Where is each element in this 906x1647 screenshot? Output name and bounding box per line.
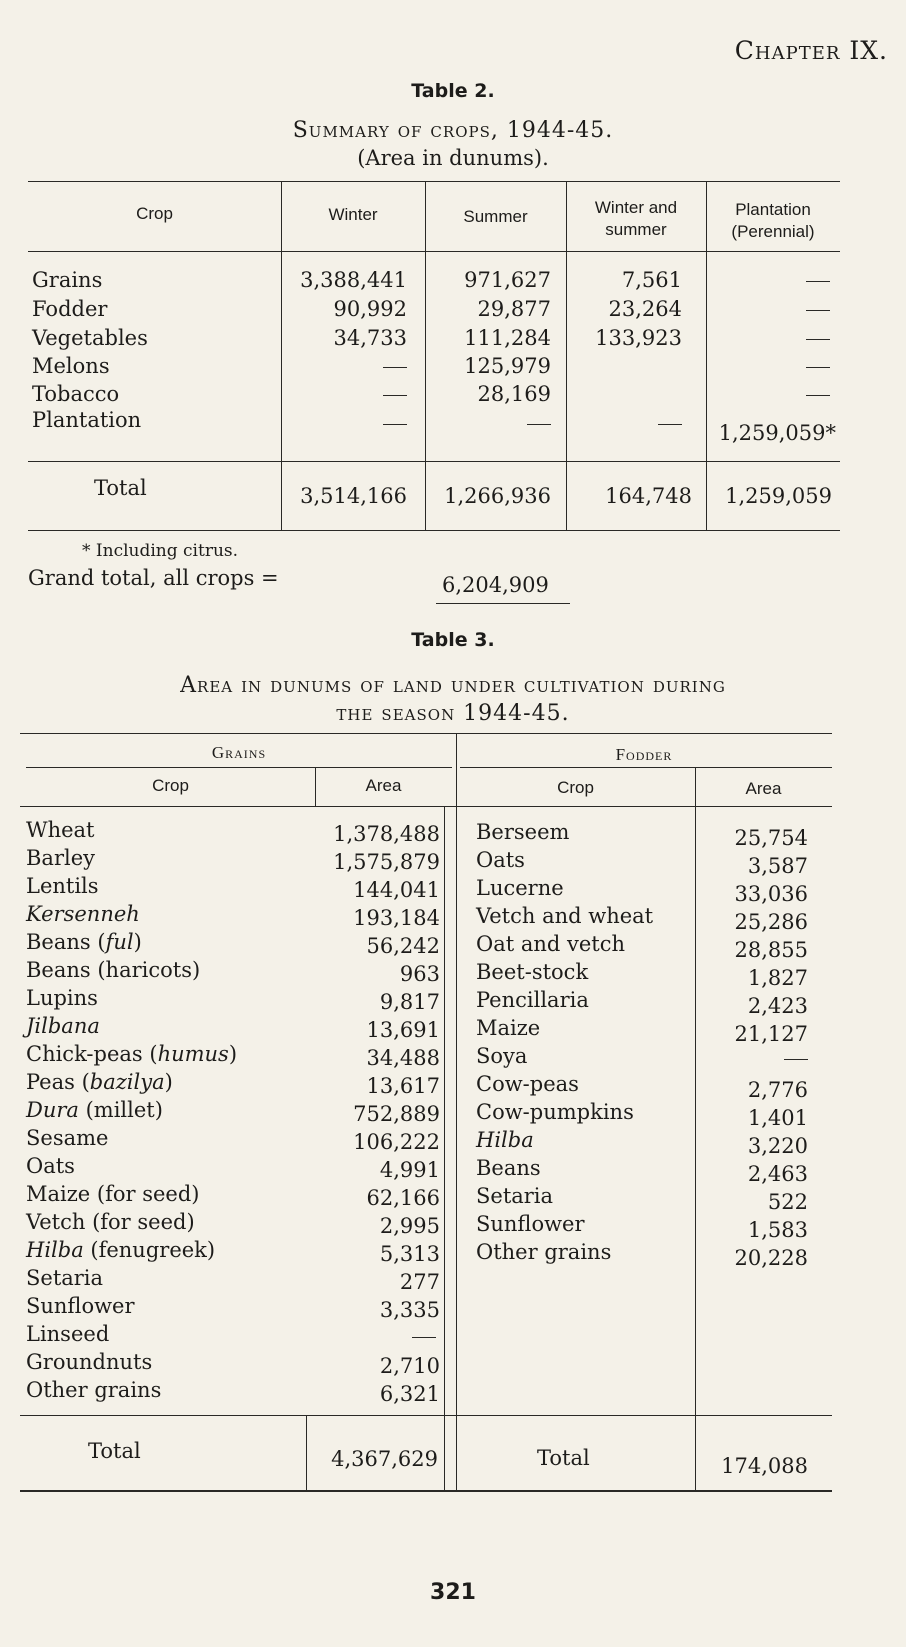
table2-cell: 29,877 <box>477 297 551 321</box>
table2-row-melons: Melons <box>32 354 110 378</box>
grains-crop: Beans (haricots) <box>26 958 201 982</box>
table2-subtitle: Summary of crops, 1944-45. <box>292 118 614 143</box>
fodder-crop: Beans <box>476 1156 541 1180</box>
fodder-crop: Other grains <box>476 1240 612 1264</box>
grains-area: 34,488 <box>366 1046 440 1070</box>
table2-total: 1,259,059 <box>725 484 832 508</box>
grains-crop: Oats <box>26 1154 75 1178</box>
table2-total: 1,266,936 <box>444 484 551 508</box>
table2-cell: 1,259,059* <box>718 421 836 445</box>
fodder-crop: Setaria <box>476 1184 554 1208</box>
table2-row-grains: Grains <box>32 268 103 292</box>
crop-part-italic: ful <box>105 930 134 954</box>
table3-subtitle-2: the season 1944-45. <box>336 701 570 726</box>
grains-area: 62,166 <box>366 1186 440 1210</box>
table2-cell: 125,979 <box>464 354 551 378</box>
grains-crop: Other grains <box>26 1378 162 1402</box>
grains-area: 6,321 <box>379 1382 440 1406</box>
fodder-area: 1,827 <box>747 966 808 990</box>
dash-mark <box>383 395 407 396</box>
fodder-area: 2,776 <box>747 1078 808 1102</box>
crop-part: ) <box>228 1042 238 1066</box>
grains-area: 1,575,879 <box>333 850 440 874</box>
table2-header-crop: Crop <box>136 204 173 223</box>
grains-crop: Wheat <box>26 818 95 842</box>
table2-cell: 3,388,441 <box>300 268 407 292</box>
table2-cell <box>806 295 830 324</box>
header-line: Winter and <box>594 198 678 217</box>
table2-header-winter: Winter <box>328 205 378 224</box>
table3-fodder-crop-header: Crop <box>557 778 594 797</box>
chapter-heading: Chapter IX. <box>734 36 888 65</box>
fodder-crop: Beet-stock <box>476 960 589 984</box>
grand-total-underline <box>436 603 570 604</box>
grains-area: 752,889 <box>353 1102 440 1126</box>
grains-crop: Setaria <box>26 1266 104 1290</box>
table3-fodder-header: Fodder <box>615 745 673 764</box>
italic-crop: Kersenneh <box>26 902 140 926</box>
table2-unit: (Area in dunums). <box>357 146 549 170</box>
grand-total-label: Grand total, all crops = <box>28 566 279 590</box>
dash-mark <box>383 424 407 425</box>
table2-cell <box>806 380 830 409</box>
table2-total-label: Total <box>94 476 147 500</box>
grains-area: 13,617 <box>366 1074 440 1098</box>
grains-area: 1,378,488 <box>333 822 440 846</box>
header-line: (Perennial) <box>731 222 815 241</box>
grains-area: 144,041 <box>353 878 440 902</box>
table2-cell <box>658 409 682 438</box>
grains-crop <box>26 1068 173 1097</box>
table2-title: Table 2. <box>411 80 495 102</box>
grains-crop <box>26 1040 237 1069</box>
table2-cell <box>806 352 830 381</box>
fodder-area: 3,587 <box>747 854 808 878</box>
grains-crop: Sunflower <box>26 1294 135 1318</box>
fodder-area: 1,401 <box>747 1106 808 1130</box>
grains-crop <box>26 928 142 957</box>
table2-cell <box>383 409 407 438</box>
italic-crop: Hilba <box>476 1128 534 1152</box>
table2-cell <box>806 324 830 353</box>
grains-crop: Vetch (for seed) <box>26 1210 195 1234</box>
grains-area: 2,995 <box>379 1214 440 1238</box>
grains-crop: Lupins <box>26 986 98 1010</box>
dash-mark <box>806 339 830 340</box>
table2-col-divider <box>281 181 282 530</box>
fodder-crop: Oat and vetch <box>476 932 626 956</box>
grains-area: 3,335 <box>379 1298 440 1322</box>
table3-section-divider <box>456 733 457 1490</box>
grains-crop: Groundnuts <box>26 1350 153 1374</box>
fodder-crop: Oats <box>476 848 525 872</box>
crop-part: Chick-peas ( <box>26 1042 158 1066</box>
grains-crop: Sesame <box>26 1126 109 1150</box>
table2-cell: 7,561 <box>621 268 682 292</box>
dash-mark <box>658 424 682 425</box>
fodder-area: 2,463 <box>747 1162 808 1186</box>
crop-part: ) <box>133 930 142 954</box>
fodder-crop: Cow-pumpkins <box>476 1100 634 1124</box>
grains-crop <box>26 1096 163 1125</box>
table2-header-rule <box>28 251 840 252</box>
grains-crop: Maize (for seed) <box>26 1182 200 1206</box>
fodder-area: 25,754 <box>734 826 808 850</box>
fodder-crop: Cow-peas <box>476 1072 579 1096</box>
dash-mark <box>806 367 830 368</box>
grains-area: 193,184 <box>353 906 440 930</box>
fodder-area: 28,855 <box>734 938 808 962</box>
table2-header-plantation <box>706 199 840 243</box>
grains-area: 9,817 <box>379 990 440 1014</box>
crop-part: ) <box>164 1070 173 1094</box>
crop-part-italic: Hilba <box>26 1238 84 1262</box>
table2-cell: 28,169 <box>477 382 551 406</box>
grains-total-label: Total <box>88 1439 141 1463</box>
table2-total: 3,514,166 <box>300 484 407 508</box>
fodder-area: 2,423 <box>747 994 808 1018</box>
crop-part: (fenugreek) <box>83 1238 216 1262</box>
dash-mark <box>806 395 830 396</box>
crop-part-italic: bazilya <box>89 1070 165 1094</box>
crop-part: (millet) <box>78 1098 163 1122</box>
grains-crop <box>26 900 140 929</box>
fodder-area: 522 <box>767 1190 808 1214</box>
fodder-crop: Lucerne <box>476 876 564 900</box>
grains-area: 277 <box>399 1270 440 1294</box>
fodder-total-label: Total <box>537 1446 590 1470</box>
dash-mark <box>412 1337 436 1338</box>
table3-grains-crop-header: Crop <box>152 776 189 795</box>
grains-area: 13,691 <box>366 1018 440 1042</box>
dash-mark <box>383 367 407 368</box>
fodder-crop <box>476 1126 534 1155</box>
fodder-crop: Maize <box>476 1016 541 1040</box>
page-number: 321 <box>430 1580 476 1605</box>
fodder-area: 33,036 <box>734 882 808 906</box>
fodder-area: 21,127 <box>734 1022 808 1046</box>
table3-total-rule <box>20 1415 832 1416</box>
fodder-area: 3,220 <box>747 1134 808 1158</box>
table3-subtitle-1: Area in dunums of land under cultivation during <box>180 673 726 698</box>
table2-footnote: * Including citrus. <box>82 541 239 561</box>
table2-cell <box>806 266 830 295</box>
table2-row-plantation: Plantation <box>32 408 142 432</box>
fodder-crop: Sunflower <box>476 1212 585 1236</box>
fodder-crop: Vetch and wheat <box>476 904 654 928</box>
grains-area: 106,222 <box>353 1130 440 1154</box>
table3-grains-area-header: Area <box>365 776 402 795</box>
table2-row-vegetables: Vegetables <box>32 326 148 350</box>
header-line: summer <box>605 220 667 239</box>
dash-mark <box>806 281 830 282</box>
crop-part: Peas ( <box>26 1070 90 1094</box>
table3-col-divider <box>444 806 445 1490</box>
grains-total: 4,367,629 <box>331 1447 438 1471</box>
table2-row-tobacco: Tobacco <box>32 382 120 406</box>
table2-cell <box>383 352 407 381</box>
grains-crop: Linseed <box>26 1322 110 1346</box>
table3-fodder-area-header: Area <box>745 779 782 798</box>
table3-grains-header: Grains <box>211 743 267 762</box>
grains-area: 5,313 <box>379 1242 440 1266</box>
grand-total-value: 6,204,909 <box>442 573 549 597</box>
table2-cell: 111,284 <box>464 326 551 350</box>
grains-crop: Lentils <box>26 874 99 898</box>
dash-mark <box>806 310 830 311</box>
grains-area <box>412 1322 436 1351</box>
grains-area: 963 <box>399 962 440 986</box>
grains-crop <box>26 1012 100 1041</box>
table2-cell: 971,627 <box>464 268 551 292</box>
table2-cell: 133,923 <box>595 326 682 350</box>
table3-top-rule <box>20 733 832 734</box>
dash-mark <box>784 1059 808 1060</box>
crop-part: Beans ( <box>26 930 106 954</box>
table3-title: Table 3. <box>411 629 495 651</box>
fodder-crop: Soya <box>476 1044 528 1068</box>
table2-cell: 34,733 <box>333 326 407 350</box>
crop-part-italic: Dura <box>26 1098 79 1122</box>
grains-area: 56,242 <box>366 934 440 958</box>
table2-top-rule <box>28 181 840 182</box>
table3-fodder-rule <box>460 767 832 768</box>
header-line: Plantation <box>735 200 811 219</box>
crop-part-italic: humus <box>157 1042 229 1066</box>
fodder-area: 20,228 <box>734 1246 808 1270</box>
table2-cell: 23,264 <box>608 297 682 321</box>
table2-cell <box>383 380 407 409</box>
table2-cell: 90,992 <box>333 297 407 321</box>
table3-header-rule <box>20 806 832 807</box>
grains-crop <box>26 1236 215 1265</box>
fodder-area <box>784 1044 808 1073</box>
fodder-area: 1,583 <box>747 1218 808 1242</box>
fodder-total: 174,088 <box>721 1454 808 1478</box>
table2-header-summer: Summer <box>463 207 528 226</box>
fodder-crop: Pencillaria <box>476 988 589 1012</box>
table2-row-fodder: Fodder <box>32 297 108 321</box>
fodder-area: 25,286 <box>734 910 808 934</box>
grains-area: 4,991 <box>379 1158 440 1182</box>
table2-cell <box>527 409 551 438</box>
table3-grains-rule <box>26 767 452 768</box>
dash-mark <box>527 424 551 425</box>
fodder-crop: Berseem <box>476 820 570 844</box>
table2-total: 164,748 <box>605 484 692 508</box>
table2-header-winter-summer <box>566 197 706 241</box>
table2-bottom-rule <box>28 530 840 531</box>
italic-crop: Jilbana <box>26 1014 100 1038</box>
table2-total-rule <box>28 461 840 462</box>
grains-crop: Barley <box>26 846 95 870</box>
grains-area: 2,710 <box>379 1354 440 1378</box>
table3-bottom-rule <box>20 1490 832 1492</box>
